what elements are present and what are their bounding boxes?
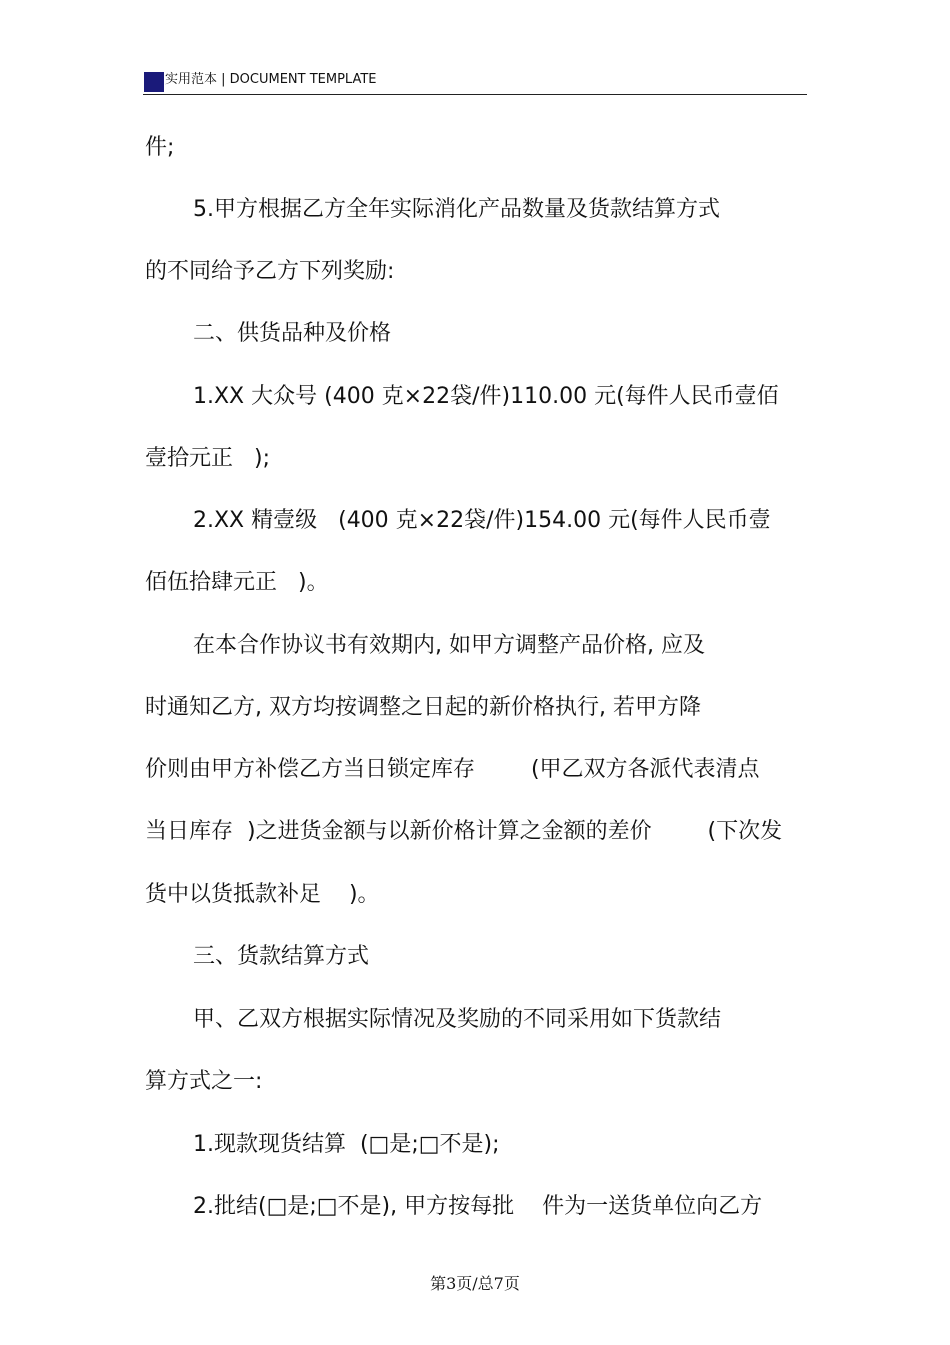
section-heading: 二、供货品种及价格 xyxy=(193,321,392,346)
text-line: 佰伍拾肆元正 )。 xyxy=(145,570,329,595)
text-line: 件; xyxy=(145,135,175,160)
header-title: 实用范本 | DOCUMENT TEMPLATE xyxy=(165,72,377,87)
text-line: 当日库存 )之进货金额与以新价格计算之金额的差价 (下次发 xyxy=(145,819,783,844)
section-heading: 三、货款结算方式 xyxy=(193,944,370,969)
text-line: 壹拾元正 ); xyxy=(145,446,270,471)
text-line: 5.甲方根据乙方全年实际消化产品数量及货款结算方式 xyxy=(193,197,720,222)
text-line: 2.XX 精壹级 (400 克×22袋/件)154.00 元(每件人民币壹 xyxy=(193,508,771,533)
text-line: 1.现款现货结算 (□是;□不是); xyxy=(193,1132,500,1157)
text-line: 货中以货抵款补足 )。 xyxy=(145,882,380,907)
text-line: 1.XX 大众号 (400 克×22袋/件)110.00 元(每件人民币壹佰 xyxy=(193,384,779,409)
text-line: 甲、乙双方根据实际情况及奖励的不同采用如下货款结 xyxy=(193,1007,722,1032)
text-line: 2.批结(□是;□不是), 甲方按每批 件为一送货单位向乙方 xyxy=(193,1194,763,1219)
text-line: 时通知乙方, 双方均按调整之日起的新价格执行, 若甲方降 xyxy=(145,695,701,720)
text-line: 算方式之一: xyxy=(145,1069,263,1094)
page-number: 第3页/总7页 xyxy=(430,1274,520,1293)
text-line: 的不同给予乙方下列奖励: xyxy=(145,259,395,284)
text-line: 在本合作协议书有效期内, 如甲方调整产品价格, 应及 xyxy=(193,633,705,658)
text-line: 价则由甲方补偿乙方当日锁定库存 (甲乙双方各派代表清点 xyxy=(145,757,760,782)
